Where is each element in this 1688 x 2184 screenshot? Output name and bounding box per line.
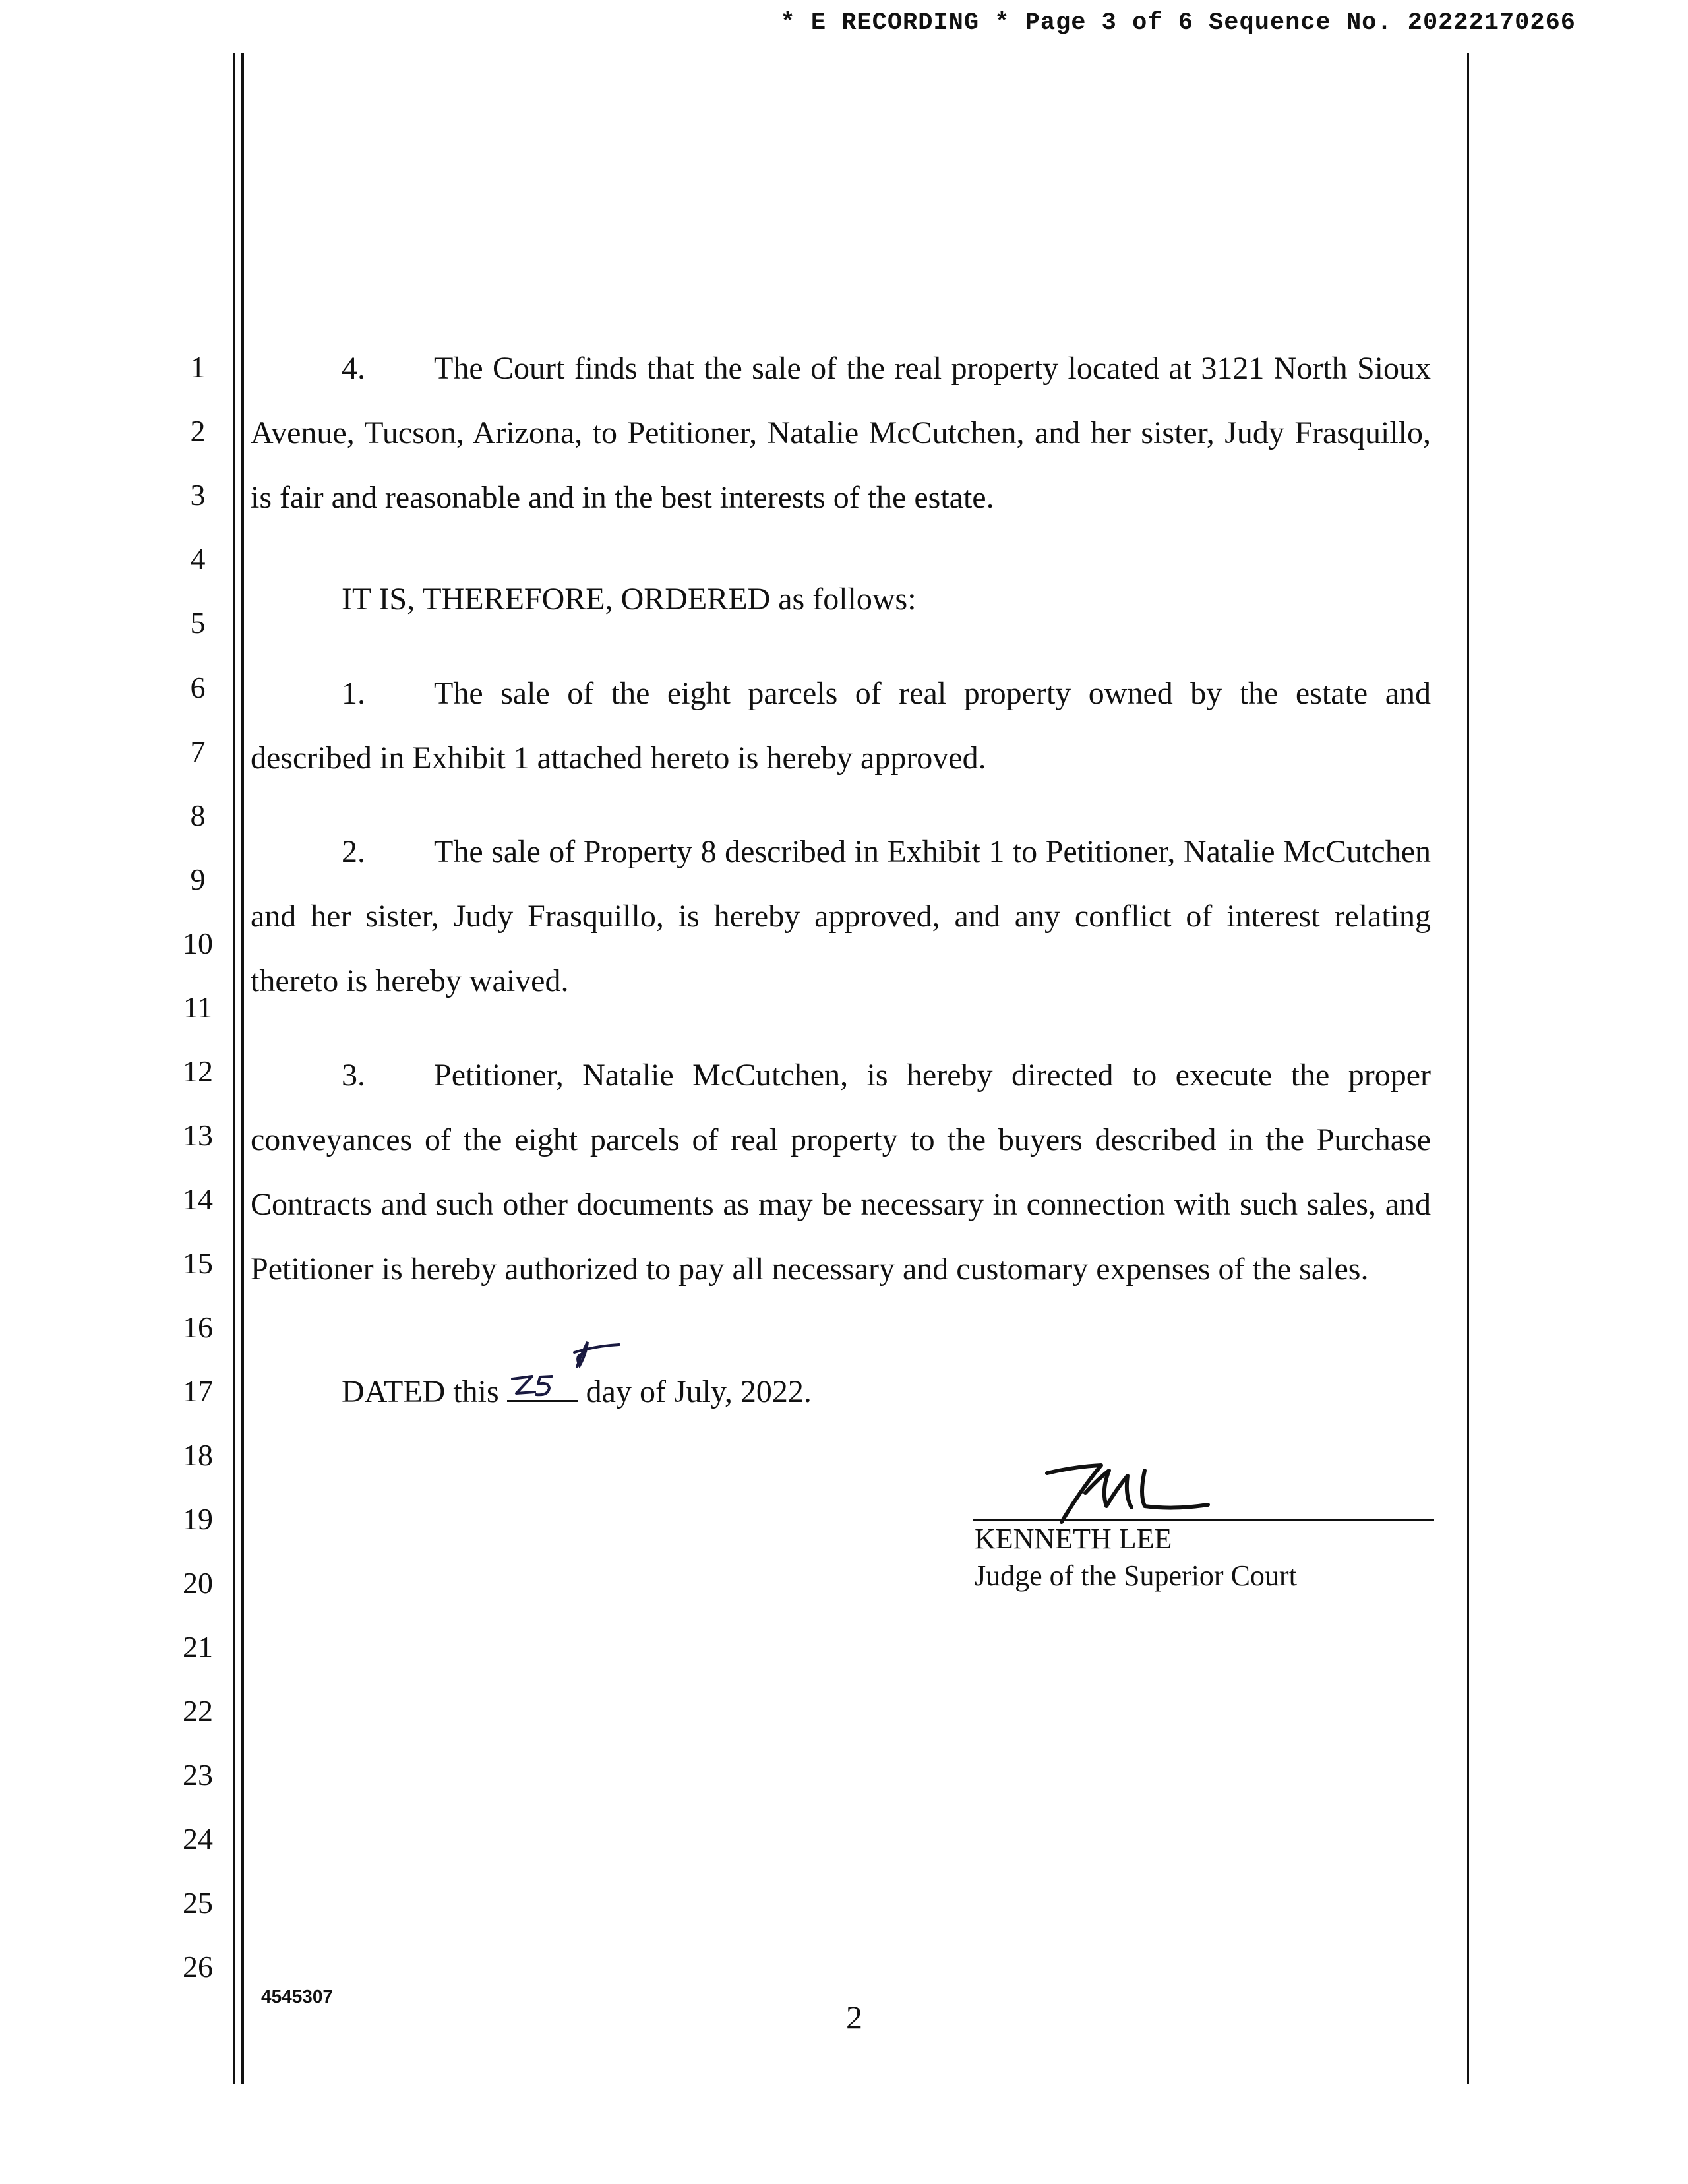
judge-title: Judge of the Superior Court <box>975 1560 1297 1592</box>
judge-signature <box>1029 1451 1240 1530</box>
handwritten-day-mark <box>503 1316 635 1401</box>
signature-block <box>975 1521 1297 1594</box>
dated-line <box>342 1368 812 1410</box>
line-number: 8 <box>190 799 206 832</box>
paragraph-number: 2. <box>342 834 365 869</box>
left-margin-rule-inner <box>241 53 244 2084</box>
line-number: 5 <box>190 606 206 640</box>
dated-suffix: day of July, 2022. <box>586 1374 812 1409</box>
order-paragraph-2 <box>251 820 1431 1014</box>
line-number: 19 <box>183 1502 213 1536</box>
order-paragraph-3 <box>251 1043 1431 1302</box>
dated-prefix: DATED this <box>342 1374 499 1409</box>
line-number: 14 <box>183 1182 213 1216</box>
paragraph-text: Petitioner, Natalie McCutchen, is hereby directed to execute the proper conveyances of the eight parcels of real property to the buyers described in the Purchase Contracts and such other documents as may be necessary in connection with such sales, and Petitioner is hereby authorized to pay all necessary and customary expenses of the sales. <box>251 1058 1431 1287</box>
line-number: 13 <box>183 1118 213 1152</box>
line-number: 21 <box>183 1630 213 1664</box>
paragraph-text: The sale of Property 8 described in Exhibit 1 to Petitioner, Natalie McCutchen and her sister, Judy Frasquillo, is hereby approved, and any conflict of interest relating thereto is hereby waived. <box>251 834 1431 998</box>
line-number: 20 <box>183 1566 213 1600</box>
finding-paragraph-4 <box>251 336 1431 530</box>
recording-stamp: * E RECORDING * Page 3 of 6 Sequence No. 20222170266 <box>780 9 1576 37</box>
ordered-heading-text: IT IS, THEREFORE, ORDERED as follows: <box>342 582 917 617</box>
line-number: 15 <box>183 1246 213 1280</box>
right-margin-rule <box>1467 53 1469 2084</box>
left-margin-rule <box>233 53 235 2084</box>
line-number: 9 <box>190 863 206 896</box>
line-number: 6 <box>190 671 206 704</box>
order-paragraph-1 <box>251 661 1431 791</box>
line-number: 11 <box>183 990 213 1024</box>
line-number: 16 <box>183 1310 213 1344</box>
line-number: 4 <box>190 542 206 576</box>
page-number: 2 <box>846 1999 862 2036</box>
line-number: 26 <box>183 1950 213 1984</box>
line-number: 12 <box>183 1054 213 1088</box>
paragraph-number: 1. <box>342 676 365 711</box>
line-number: 3 <box>190 478 206 512</box>
document-id: 4545307 <box>261 1986 334 2007</box>
line-number: 10 <box>183 926 213 960</box>
line-number: 17 <box>183 1374 213 1408</box>
paragraph-text: The Court finds that the sale of the real property located at 3121 North Sioux Avenue, Tucson, Arizona, to Petitioner, Natalie McCutchen, and her sister, Judy Frasquillo, is fair and reasonable and in the best interests of the estate. <box>251 351 1431 515</box>
line-number: 22 <box>183 1694 213 1728</box>
line-number: 25 <box>183 1886 213 1920</box>
paragraph-text: The sale of the eight parcels of real property owned by the estate and described in Exhibit 1 attached hereto is hereby approved. <box>251 676 1431 775</box>
paragraph-number: 4. <box>342 351 365 386</box>
line-number: 1 <box>190 350 206 384</box>
line-number: 2 <box>190 414 206 448</box>
ordered-heading <box>251 567 1431 632</box>
judge-name: KENNETH LEE <box>975 1523 1172 1555</box>
handwritten-day <box>507 1368 578 1402</box>
line-number: 24 <box>183 1822 213 1856</box>
paragraph-number: 3. <box>342 1058 365 1093</box>
line-number: 7 <box>190 735 206 768</box>
line-number: 18 <box>183 1438 213 1472</box>
line-number: 23 <box>183 1758 213 1792</box>
